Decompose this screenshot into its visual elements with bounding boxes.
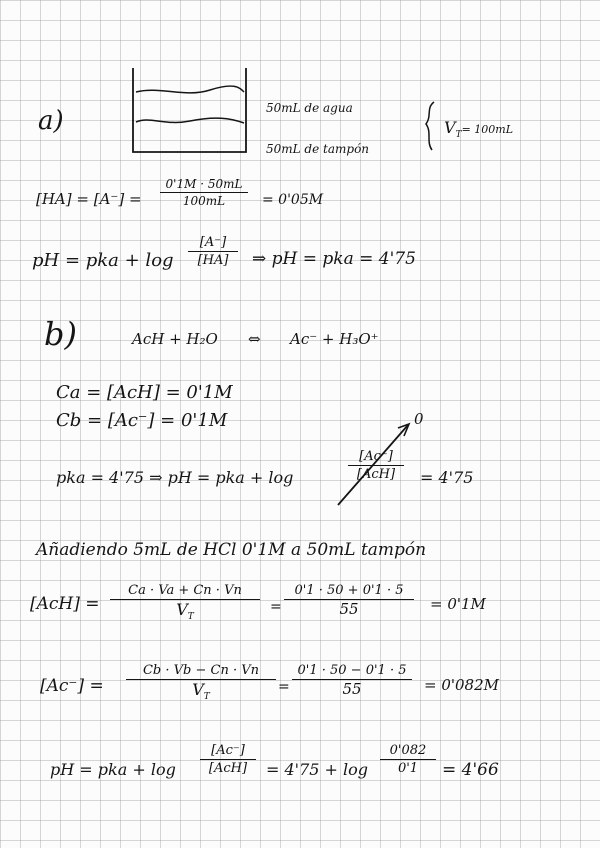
ach-lhs: [AcH] = bbox=[30, 594, 100, 614]
cb-line: Cb = [Ac⁻] = 0'1M bbox=[56, 410, 228, 431]
ph-result-a: ⇒ pH = pka = 4'75 bbox=[252, 249, 416, 269]
ph-fraction-a: [A⁻] [HA] bbox=[188, 236, 238, 267]
reaction-arrow: ⇔ bbox=[248, 330, 261, 348]
concentration-fraction: 0'1M · 50mL 100mL bbox=[160, 178, 248, 207]
final-ph-result: = 4'66 bbox=[442, 760, 499, 780]
ph-result-b: = 4'75 bbox=[420, 468, 474, 487]
reaction-left: AcH + H₂O bbox=[132, 330, 218, 348]
reaction-right: Ac⁻ + H₃O⁺ bbox=[290, 330, 379, 348]
ach-fraction-formula: Ca · Va + Cn · Vn $V_T$ bbox=[110, 584, 260, 623]
total-volume: $V_T= 100mL$ bbox=[444, 118, 514, 141]
buffer-label: 50mL de tampón bbox=[266, 142, 370, 156]
pka-line: pka = 4'75 ⇒ pH = pka + log bbox=[56, 468, 294, 487]
ph-fraction-b: [Ac⁻] [AcH] bbox=[348, 450, 404, 481]
final-ph-fraction-1: [Ac⁻] [AcH] bbox=[200, 744, 256, 775]
part-a-label: a) bbox=[38, 106, 64, 136]
cancel-mark: 0 bbox=[414, 410, 424, 428]
ca-line: Ca = [AcH] = 0'1M bbox=[56, 382, 233, 403]
ach-fraction-values: 0'1 · 50 + 0'1 · 5 55 bbox=[284, 584, 414, 617]
part-b-label: b) bbox=[44, 315, 77, 353]
final-ph-mid: = 4'75 + log bbox=[266, 760, 368, 779]
ach-result: = 0'1M bbox=[430, 595, 486, 613]
final-ph-lhs: pH = pka + log bbox=[50, 760, 176, 779]
ac-fraction-formula: Cb · Vb − Cn · Vn $V_T$ bbox=[126, 664, 276, 703]
concentration-result: = 0'05M bbox=[262, 192, 324, 208]
graph-paper-page: a) 50mL de agua 50mL de tampón $V_T= 100mL$ [HA] = [A⁻] = 0'1M · 50mL 100mL = 0'05M pH = pka + log [A⁻] [HA] ⇒ pH = pka = 4'75 b) AcH + H₂O ⇔ Ac⁻ + H₃O⁺ Ca = [AcH] = 0'1M Cb = [Ac⁻] = 0'1M 0 pka = 4'75 ⇒ pH = pka + log [Ac⁻] [AcH] = 4'75 Añadiendo 5mL de HCl 0'1M a 50mL tampón [AcH] = Ca · Va + Cn · Vn $V_T$ = 0'1 · 50 + 0'1 · 5 55 = 0'1M [Ac⁻] = Cb · Vb − Cn · Vn $V_T$ = 0'1 · 50 − 0'1 · 5 55 = 0'082M pH = pka + log [Ac⁻] [AcH] = 4'75 + log 0'082 0'1 = 4'66 bbox=[0, 0, 600, 848]
curly-brace bbox=[426, 102, 434, 150]
ac-result: = 0'082M bbox=[424, 676, 499, 694]
ac-fraction-values: 0'1 · 50 − 0'1 · 5 55 bbox=[292, 664, 412, 697]
final-ph-fraction-2: 0'082 0'1 bbox=[380, 744, 436, 775]
ph-equation-a: pH = pka + log bbox=[32, 250, 174, 271]
ac-lhs: [Ac⁻] = bbox=[40, 676, 104, 696]
concentration-lhs: [HA] = [A⁻] = bbox=[36, 190, 142, 208]
adding-hcl-line: Añadiendo 5mL de HCl 0'1M a 50mL tampón bbox=[36, 540, 427, 560]
water-label: 50mL de agua bbox=[266, 101, 353, 115]
